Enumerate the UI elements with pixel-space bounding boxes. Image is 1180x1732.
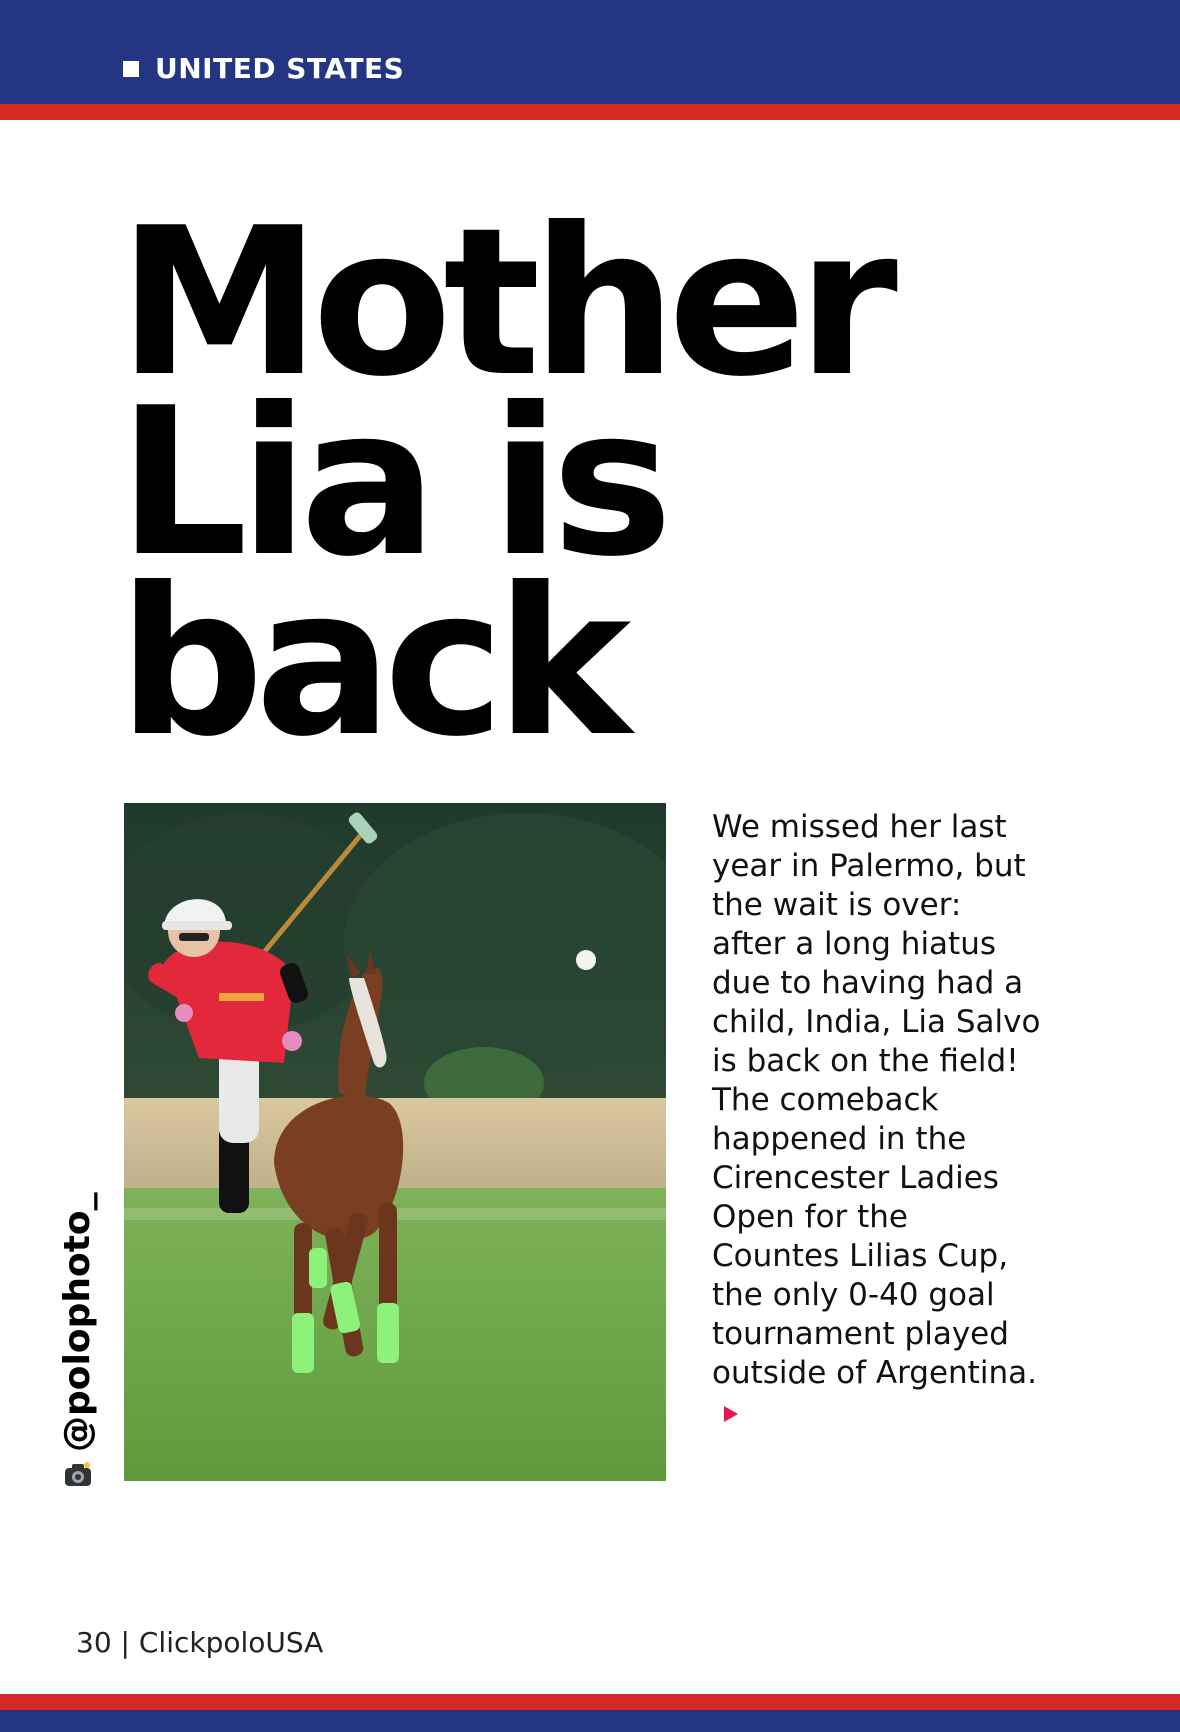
photo-credit-text: @polophoto_ — [57, 1192, 98, 1452]
article-body-text: We missed her last year in Palermo, but the wait is over: after a long hiatus due to having had a child, India, Lia Salvo is back on the field! The comeback happened in the Cirencester Ladies Open for the Countes Lilias Cup, the only 0-40 goal tournament played outside of Argentina. — [712, 809, 1041, 1391]
square-bullet-icon — [123, 61, 139, 77]
header-stripe — [0, 104, 1180, 120]
camera-icon — [63, 1460, 93, 1490]
headline-line: back — [118, 545, 623, 782]
footer-bar — [0, 1710, 1180, 1732]
headline-line: Mother — [118, 185, 889, 422]
footer-stripe — [0, 1694, 1180, 1710]
article-body — [712, 808, 1042, 1432]
triangle-right-icon — [724, 1406, 738, 1422]
headline-line: Lia is — [118, 365, 664, 602]
section-label: UNITED STATES — [155, 52, 405, 85]
headline — [118, 185, 889, 782]
polo-player-photo — [124, 803, 666, 1481]
page-footer: 30 | ClickpoloUSA — [76, 1626, 324, 1659]
photo-credit — [56, 1192, 100, 1490]
